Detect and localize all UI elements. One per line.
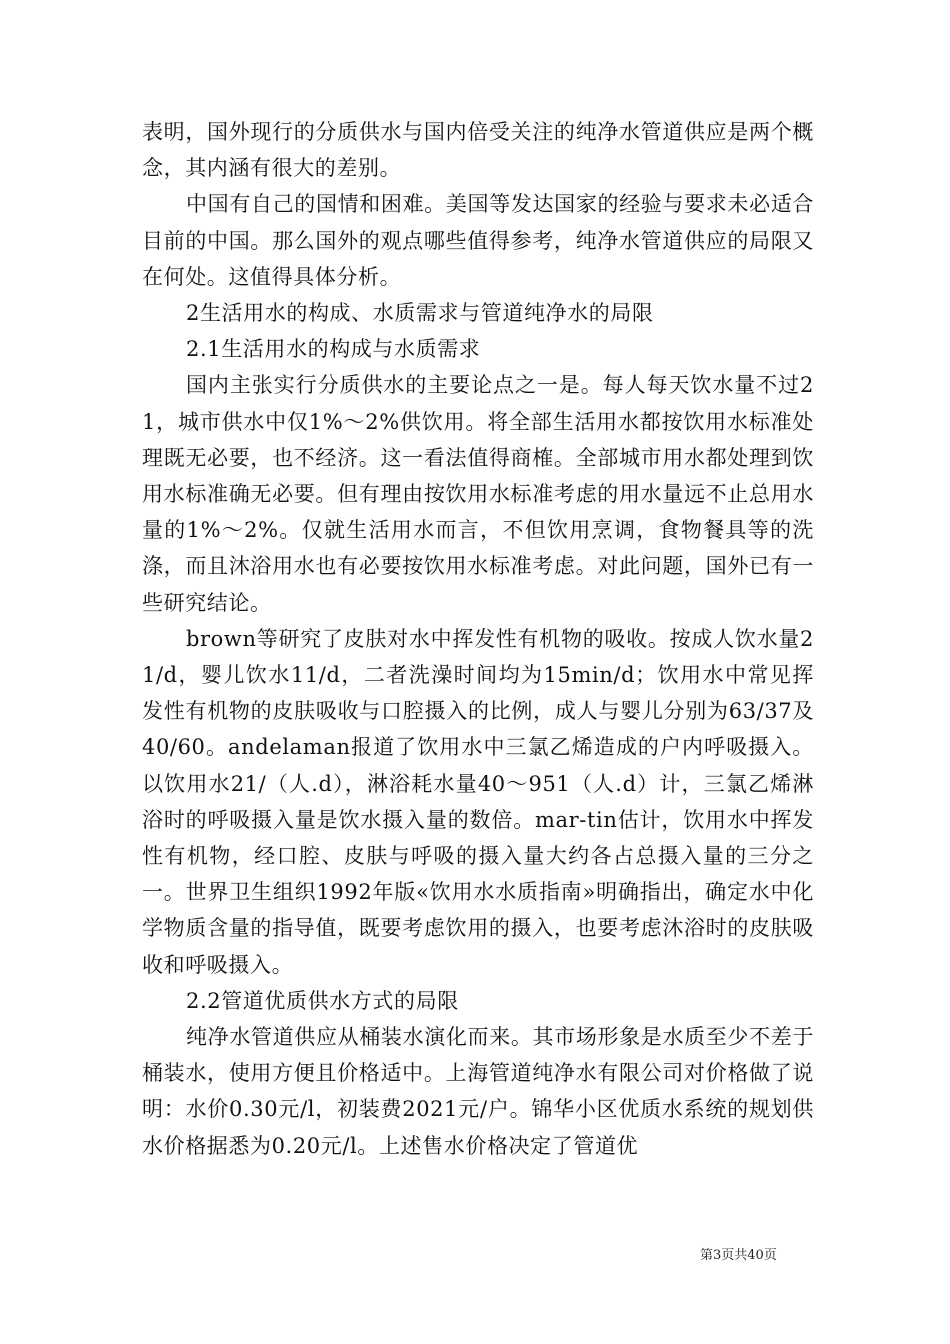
section-heading-2-2: 2.2管道优质供水方式的局限	[186, 988, 459, 1013]
paragraph-1: 表明，国外现行的分质供水与国内倍受关注的纯净水管道供应是两个概念，其内涵有很大的差别。	[142, 120, 814, 181]
page-number-footer: 第3页共40页	[700, 1248, 777, 1263]
section-heading-2-1: 2.1生活用水的构成与水质需求	[186, 337, 481, 362]
paragraph-3: 国内主张实行分质供水的主要论点之一是。每人每天饮水量不过21，城市供水中仅1%～2%供饮用。将全部生活用水都按饮用水标准处理既无必要，也不经济。这一看法值得商榷。全部城市用水都处理到饮用水标准确无必要。但有理由按饮用水标准考虑的用水量远不止总用水量的1%～2%。仅就生活用水而言，不但饮用烹调，食物餐具等的洗涤，而且沐浴用水也有必要按饮用水标准考虑。对此问题，国外已有一些研究结论。	[142, 373, 814, 615]
paragraph-5: 纯净水管道供应从桶装水演化而来。其市场形象是水质至少不差于桶装水，使用方便且价格适中。上海管道纯净水有限公司对价格做了说明：水价0.30元/l，初装费2021元/户。锦华小区优质水系统的规划供水价格据悉为0.20元/l。上述售水价格决定了管道优	[142, 1025, 814, 1158]
document-body	[142, 114, 814, 1164]
paragraph-2: 中国有自己的国情和困难。美国等发达国家的经验与要求未必适合目前的中国。那么国外的观点哪些值得参考，纯净水管道供应的局限又在何处。这值得具体分析。	[142, 192, 814, 289]
section-heading-2: 2生活用水的构成、水质需求与管道纯净水的局限	[186, 301, 654, 326]
paragraph-4: brown等研究了皮肤对水中挥发性有机物的吸收。按成人饮水量21/d，婴儿饮水11/d，二者洗澡时间均为15min/d；饮用水中常见挥发性有机物的皮肤吸收与口腔摄入的比例，成人与婴儿分别为63/37及40/60。andelaman报道了饮用水中三氯乙烯造成的户内呼吸摄入。以饮用水21/（人.d），淋浴耗水量40～951（人.d）计，三氯乙烯淋浴时的呼吸摄入量是饮水摄入量的数倍。mar-tin估计，饮用水中挥发性有机物，经口腔、皮肤与呼吸的摄入量大约各占总摄入量的三分之一。世界卫生组织1992年版«饮用水水质指南»明确指出，确定水中化学物质含量的指导值，既要考虑饮用的摄入，也要考虑沐浴时的皮肤吸收和呼吸摄入。	[142, 626, 814, 977]
